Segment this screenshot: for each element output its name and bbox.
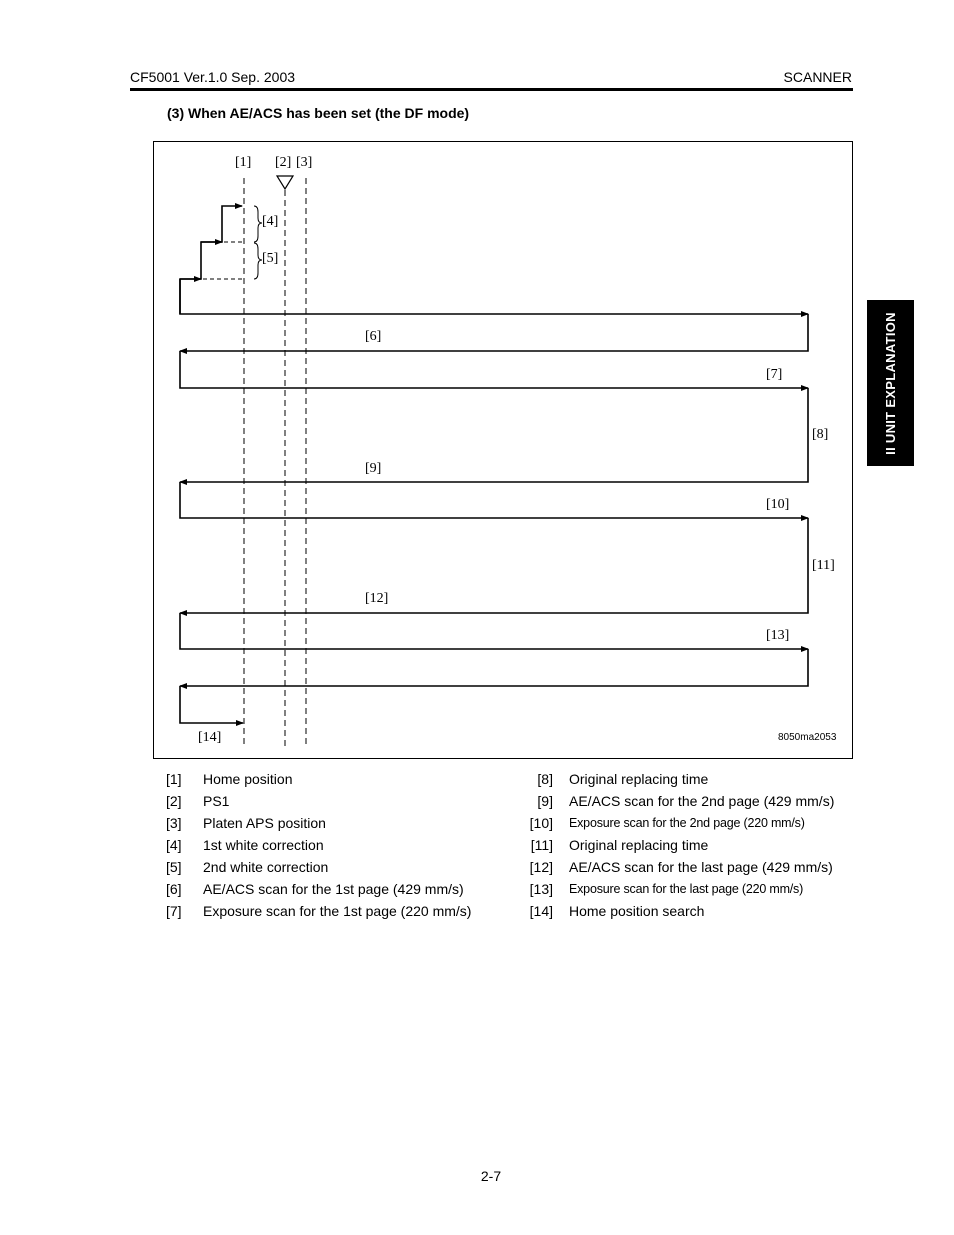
- scan-timing-figure: [153, 141, 853, 759]
- legend-text: AE/ACS scan for the last page (429 mm/s): [569, 859, 833, 875]
- side-tab: [867, 300, 914, 466]
- label-1: [1]: [235, 155, 252, 170]
- legend-item: [166, 878, 471, 900]
- legend-num: [5]: [166, 859, 182, 875]
- legend-num: [8]: [537, 771, 553, 787]
- legend-item: [166, 768, 471, 790]
- label-2: [2]: [275, 155, 292, 170]
- scan-path-return-3: [180, 518, 808, 613]
- label-12: [12]: [365, 591, 389, 606]
- label-14: [14]: [198, 730, 222, 745]
- ps1-triangle-icon: [277, 176, 293, 189]
- legend-text: Original replacing time: [569, 837, 709, 853]
- label-11: [11]: [812, 558, 835, 573]
- legend-num: [10]: [529, 815, 553, 831]
- legend-item: [527, 834, 834, 856]
- legend-text: 2nd white correction: [203, 859, 329, 875]
- label-3: [3]: [296, 155, 313, 170]
- legend-item: [527, 856, 834, 878]
- legend-text: Exposure scan for the 2nd page (220 mm/s): [569, 816, 805, 830]
- legend-item: [166, 900, 471, 922]
- legend-left: [166, 768, 471, 922]
- legend-num: [12]: [529, 859, 553, 875]
- legend-num: [13]: [529, 881, 553, 897]
- legend-item: [527, 790, 834, 812]
- section-title: (3) When AE/ACS has been set (the DF mode): [167, 105, 470, 121]
- scan-path-forward-1: [180, 279, 808, 314]
- label-10: [10]: [766, 497, 790, 512]
- label-5: [5]: [262, 251, 279, 266]
- legend-num: [2]: [166, 793, 182, 809]
- scan-path-forward-3: [180, 482, 808, 518]
- scan-path-return-4: [180, 649, 808, 686]
- legend-num: [6]: [166, 881, 182, 897]
- scan-path-return-1: [180, 314, 808, 351]
- label-7: [7]: [766, 367, 783, 382]
- scan-path-diagram: [154, 142, 852, 758]
- brace-5: [254, 243, 262, 279]
- legend-item: [527, 768, 834, 790]
- legend-text: Home position: [203, 771, 293, 787]
- legend-text: Original replacing time: [569, 771, 709, 787]
- side-tab-label: II UNIT EXPLANATION: [883, 311, 898, 455]
- legend-text: Home position search: [569, 903, 705, 919]
- legend-num: [14]: [529, 903, 553, 919]
- legend-text: Platen APS position: [203, 815, 326, 831]
- legend-item: [166, 812, 471, 834]
- legend-num: [7]: [166, 903, 182, 919]
- legend-text: PS1: [203, 793, 230, 809]
- header-doc-version: CF5001 Ver.1.0 Sep. 2003: [130, 69, 296, 85]
- label-4: [4]: [262, 214, 279, 229]
- legend-item: [166, 790, 471, 812]
- legend-num: [3]: [166, 815, 182, 831]
- legend-item: [527, 878, 834, 900]
- legend-text: Exposure scan for the 1st page (220 mm/s): [203, 903, 472, 919]
- legend-num: [4]: [166, 837, 182, 853]
- legend-right: [527, 768, 834, 922]
- white-correction-path: [180, 206, 242, 314]
- legend-item: [527, 812, 834, 834]
- page-number: 2-7: [480, 1168, 502, 1184]
- figure-code: 8050ma2053: [778, 732, 837, 743]
- brace-4: [254, 206, 262, 242]
- legend-item: [527, 900, 834, 922]
- legend-item: [166, 856, 471, 878]
- legend-text: Exposure scan for the last page (220 mm/s): [569, 882, 804, 896]
- header-rule: [130, 88, 853, 91]
- legend-text: AE/ACS scan for the 2nd page (429 mm/s): [569, 793, 835, 809]
- label-9: [9]: [365, 461, 382, 476]
- legend-text: AE/ACS scan for the 1st page (429 mm/s): [203, 881, 464, 897]
- legend-num: [9]: [537, 793, 553, 809]
- legend-text: 1st white correction: [203, 837, 324, 853]
- legend-item: [166, 834, 471, 856]
- legend-num: [1]: [166, 771, 182, 787]
- label-8: [8]: [812, 427, 829, 442]
- scan-path-return-2: [180, 388, 808, 482]
- legend-num: [11]: [530, 837, 553, 853]
- scan-path-forward-2: [180, 351, 808, 388]
- home-position-search-path: [180, 686, 243, 723]
- scan-path-forward-4: [180, 613, 808, 649]
- label-6: [6]: [365, 329, 382, 344]
- label-13: [13]: [766, 628, 790, 643]
- header-section: SCANNER: [783, 69, 852, 85]
